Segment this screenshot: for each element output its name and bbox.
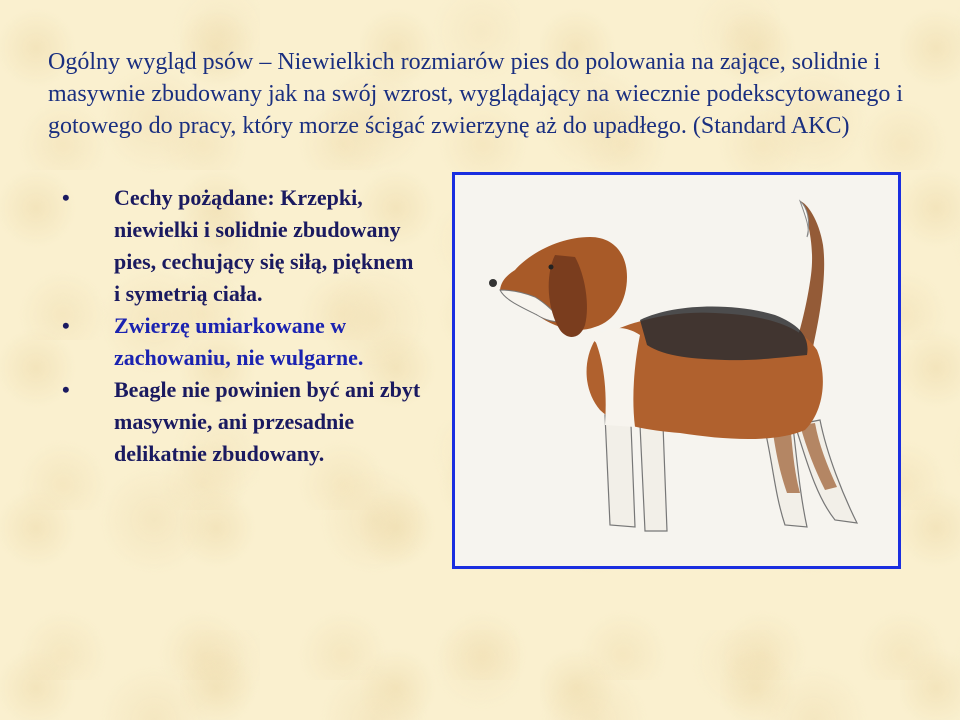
bullet-list — [62, 182, 422, 470]
bullet-marker: • — [62, 313, 70, 338]
bullet-marker: • — [62, 185, 70, 210]
beagle-illustration — [452, 172, 901, 569]
bullet-item-temperament — [62, 310, 422, 374]
beagle-drawing — [455, 175, 898, 566]
bullet-marker: • — [62, 377, 70, 402]
bullet-text: Zwierzę umiarkowane w zachowaniu, nie wulgarne. — [114, 313, 364, 370]
bullet-item-desired-traits — [62, 182, 422, 310]
bullet-item-build — [62, 374, 422, 470]
bullet-text: Cechy pożądane: Krzepki, niewielki i solidnie zbudowany pies, cechujący się siłą, pięknem i symetrią ciała. — [114, 185, 414, 306]
bullet-text: Beagle nie powinien być ani zbyt masywnie, ani przesadnie delikatnie zbudowany. — [114, 377, 421, 466]
intro-paragraph: Ogólny wygląd psów – Niewielkich rozmiarów pies do polowania na zające, solidnie i masywnie zbudowany jak na swój wzrost, wyglądający na wiecznie podekscytowanego i gotowego do pracy, który morze ścigać zwierzynę aż do upadłego. (Standard AKC) — [48, 49, 904, 139]
